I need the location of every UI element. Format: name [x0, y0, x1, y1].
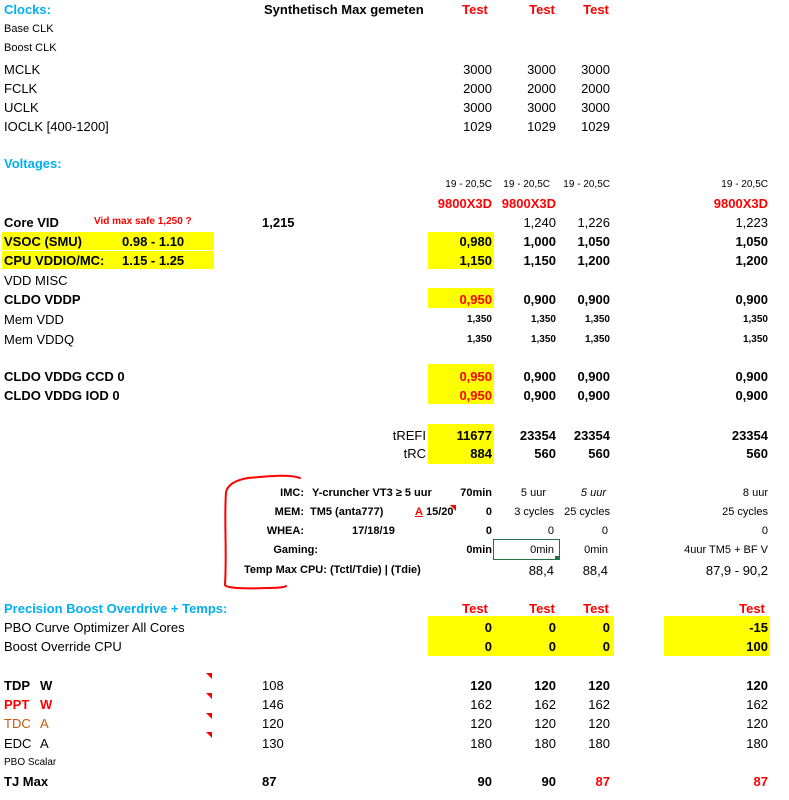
uclk-value: 3000	[527, 100, 556, 115]
trc-value: 560	[588, 446, 610, 461]
pbo-curve-value: 0	[602, 620, 610, 635]
core-vid-label: Core VID	[4, 215, 59, 230]
ppt-value: 162	[746, 697, 768, 712]
imc-desc: Y-cruncher VT3 ≥ 5 uur	[312, 487, 432, 499]
trc-label: tRC	[403, 446, 426, 461]
pbo-test-header: Test	[739, 601, 765, 616]
pbo-curve-label: PBO Curve Optimizer All Cores	[4, 620, 185, 635]
vddg-iod-value: 0,900	[523, 388, 556, 403]
boost-override-value: 100	[746, 639, 768, 654]
pbo-heading: Precision Boost Overdrive + Temps:	[4, 601, 228, 616]
edc-label: EDC	[4, 736, 32, 751]
tdc-value: 120	[588, 716, 610, 731]
cldo-vddp-value: 0,900	[523, 292, 556, 307]
tjmax-label: TJ Max	[4, 774, 49, 789]
tdp-value: 120	[746, 678, 768, 693]
synth-max-header: Synthetisch Max gemeten	[264, 2, 424, 17]
mem-desc: TM5 (anta777)	[310, 506, 384, 518]
tdc-value: 120	[470, 716, 492, 731]
tdp-value: 120	[534, 678, 556, 693]
whea-value: 0	[761, 525, 768, 537]
whea-label: WHEA:	[266, 525, 304, 537]
pbo-curve-value: 0	[548, 620, 556, 635]
trefi-value: 23354	[519, 428, 556, 443]
vddio-value: 1,150	[459, 253, 492, 268]
core-vid-value: 1,223	[735, 215, 768, 230]
pbo-curve-value: -15	[749, 620, 768, 635]
mem-vdd-label: Mem VDD	[4, 312, 64, 327]
cldo-vddp-value: 0,900	[577, 292, 610, 307]
mem-vddq-label: Mem VDDQ	[4, 332, 75, 347]
ppt-synth: 146	[262, 697, 284, 712]
vddg-ccd-value: 0,900	[577, 369, 610, 384]
mclk-value: 3000	[527, 62, 556, 77]
tdp-value: 120	[470, 678, 492, 693]
cldo-vddp-value: 0,900	[735, 292, 768, 307]
voltages-heading: Voltages:	[4, 156, 62, 171]
ppt-value: 162	[588, 697, 610, 712]
tjmax-synth: 87	[262, 774, 277, 789]
mem-vddq-value: 1,350	[466, 334, 492, 345]
temp-header: 19 - 20,5C	[721, 179, 768, 190]
ioclk-value: 1029	[581, 119, 610, 134]
comment-indicator[interactable]	[206, 732, 212, 738]
tdp-synth: 108	[262, 678, 284, 693]
cldo-vddp-label: CLDO VDDP	[4, 292, 81, 307]
pbo-test-header: Test	[529, 601, 555, 616]
ppt-label: PPT	[4, 697, 30, 712]
boost-override-label: Boost Override CPU	[4, 639, 122, 654]
mem-vdd-value: 1,350	[530, 314, 556, 325]
vddio-range: 1.15 - 1.25	[122, 253, 185, 268]
gaming-label: Gaming:	[273, 544, 318, 556]
tjmax-value: 87	[753, 774, 768, 789]
core-vid-value: 1,226	[577, 215, 610, 230]
fclk-value: 2000	[463, 81, 492, 96]
test-header-1: Test	[462, 2, 488, 17]
mem-value: 3 cycles	[514, 506, 554, 518]
comment-indicator[interactable]	[206, 713, 212, 719]
temp-max-value: 87,9 - 90,2	[705, 563, 768, 578]
whea-value: 0	[547, 525, 554, 537]
trc-value: 560	[534, 446, 556, 461]
temp-max-label: Temp Max CPU: (Tctl/Tdie) | (Tdie)	[244, 564, 421, 576]
mclk-label: MCLK	[4, 62, 41, 77]
gaming-value: 0min	[584, 544, 608, 556]
boost-override-value: 0	[602, 639, 610, 654]
tjmax-value: 90	[477, 774, 492, 789]
mem-value: 25 cycles	[722, 506, 768, 518]
vddio-value: 1,200	[735, 253, 768, 268]
tdp-label: TDP	[4, 678, 30, 693]
edc-unit: A	[40, 736, 49, 751]
cell-fill-handle[interactable]	[555, 556, 559, 560]
tdc-label: TDC	[4, 716, 31, 731]
vsoc-label: VSOC (SMU)	[4, 234, 82, 249]
trefi-value: 11677	[456, 428, 492, 443]
mem-vdd-value: 1,350	[584, 314, 610, 325]
pbo-test-header: Test	[583, 601, 609, 616]
uclk-label: UCLK	[4, 100, 39, 115]
vsoc-value: 0,980	[459, 234, 492, 249]
whea-value: 0	[601, 525, 608, 537]
vddio-value: 1,200	[577, 253, 610, 268]
core-vid-value: 1,240	[523, 215, 556, 230]
test-header-3: Test	[583, 2, 609, 17]
tdp-value: 120	[588, 678, 610, 693]
tdc-unit: A	[40, 716, 49, 731]
imc-value: 5 uur	[520, 487, 546, 499]
temp-header: 19 - 20,5C	[563, 179, 610, 190]
vsoc-value: 1,050	[735, 234, 768, 249]
mclk-value: 3000	[581, 62, 610, 77]
mem-extra-b: 15/20	[426, 506, 454, 518]
temp-max-value: 88,4	[582, 563, 608, 578]
vddio-value: 1,150	[523, 253, 556, 268]
comment-indicator[interactable]	[206, 693, 212, 699]
imc-label: IMC:	[280, 487, 304, 499]
trc-value: 884	[470, 446, 492, 461]
edc-value: 180	[588, 736, 610, 751]
boost-clk-label: Boost CLK	[4, 42, 57, 54]
boost-override-value: 0	[548, 639, 556, 654]
base-clk-label: Base CLK	[4, 23, 54, 35]
ppt-value: 162	[534, 697, 556, 712]
mem-vddq-value: 1,350	[742, 334, 768, 345]
vsoc-range: 0.98 - 1.10	[122, 234, 185, 249]
mem-vddq-value: 1,350	[584, 334, 610, 345]
vsoc-value: 1,000	[523, 234, 556, 249]
fclk-value: 2000	[527, 81, 556, 96]
core-vid-synth: 1,215	[262, 215, 295, 230]
whea-value: 0	[485, 525, 492, 537]
temp-max-value: 88,4	[528, 563, 554, 578]
fclk-value: 2000	[581, 81, 610, 96]
vddg-ccd-value: 0,900	[735, 369, 768, 384]
pbo-test-header: Test	[462, 601, 488, 616]
vddg-iod-value: 0,900	[735, 388, 768, 403]
vddg-ccd-value: 0,950	[459, 369, 492, 384]
vddg-ccd-value: 0,900	[523, 369, 556, 384]
imc-value: 5 uur	[580, 487, 606, 499]
mem-extra-a: A	[415, 506, 423, 518]
tdc-synth: 120	[262, 716, 284, 731]
gaming-value: 4uur TM5 + BF V	[684, 544, 768, 556]
pbo-scalar-label: PBO Scalar	[4, 757, 57, 768]
comment-indicator[interactable]	[206, 673, 212, 679]
ioclk-label: IOCLK [400-1200]	[4, 119, 109, 134]
tjmax-value: 90	[541, 774, 556, 789]
edc-value: 180	[746, 736, 768, 751]
tjmax-value: 87	[595, 774, 610, 789]
temp-header: 19 - 20,5C	[503, 179, 550, 190]
cpu-header: 9800X3D	[713, 196, 768, 211]
mem-vddq-value: 1,350	[530, 334, 556, 345]
vddio-label: CPU VDDIO/MC:	[4, 253, 105, 268]
ioclk-value: 1029	[463, 119, 492, 134]
mem-vdd-value: 1,350	[466, 314, 492, 325]
test-header-2: Test	[529, 2, 555, 17]
temp-header: 19 - 20,5C	[445, 179, 492, 190]
cpu-header: 9800X3D	[501, 196, 556, 211]
pbo-curve-value: 0	[484, 620, 492, 635]
trc-value: 560	[746, 446, 768, 461]
imc-value: 70min	[460, 487, 492, 499]
core-vid-note: Vid max safe 1,250 ?	[94, 216, 192, 227]
vddg-ccd-label: CLDO VDDG CCD 0	[4, 369, 125, 384]
vddg-iod-value: 0,900	[577, 388, 610, 403]
trefi-value: 23354	[731, 428, 768, 443]
vdd-misc-label: VDD MISC	[4, 273, 68, 288]
imc-value: 8 uur	[742, 487, 768, 499]
edc-value: 180	[470, 736, 492, 751]
whea-desc: 17/18/19	[352, 525, 395, 537]
vddg-iod-value: 0,950	[459, 388, 492, 403]
edc-synth: 130	[262, 736, 284, 751]
vddg-iod-label: CLDO VDDG IOD 0	[4, 388, 120, 403]
gaming-value: 0min	[466, 544, 492, 556]
mem-vdd-value: 1,350	[742, 314, 768, 325]
mclk-value: 3000	[463, 62, 492, 77]
trefi-value: 23354	[573, 428, 610, 443]
mem-value: 0	[485, 506, 492, 518]
ppt-unit: W	[40, 697, 53, 712]
tdc-value: 120	[746, 716, 768, 731]
boost-override-value: 0	[484, 639, 492, 654]
ppt-value: 162	[470, 697, 492, 712]
edc-value: 180	[534, 736, 556, 751]
gaming-value: 0min	[530, 544, 554, 556]
uclk-value: 3000	[463, 100, 492, 115]
ioclk-value: 1029	[527, 119, 556, 134]
cldo-vddp-value: 0,950	[459, 292, 492, 307]
uclk-value: 3000	[581, 100, 610, 115]
tdc-value: 120	[534, 716, 556, 731]
trefi-label: tREFI	[392, 428, 426, 443]
fclk-label: FCLK	[4, 81, 38, 96]
vsoc-value: 1,050	[577, 234, 610, 249]
mem-label: MEM:	[274, 506, 304, 518]
clocks-heading: Clocks:	[4, 2, 51, 17]
mem-value: 25 cycles	[564, 506, 610, 518]
cpu-header: 9800X3D	[437, 196, 492, 211]
tdp-unit: W	[40, 678, 53, 693]
